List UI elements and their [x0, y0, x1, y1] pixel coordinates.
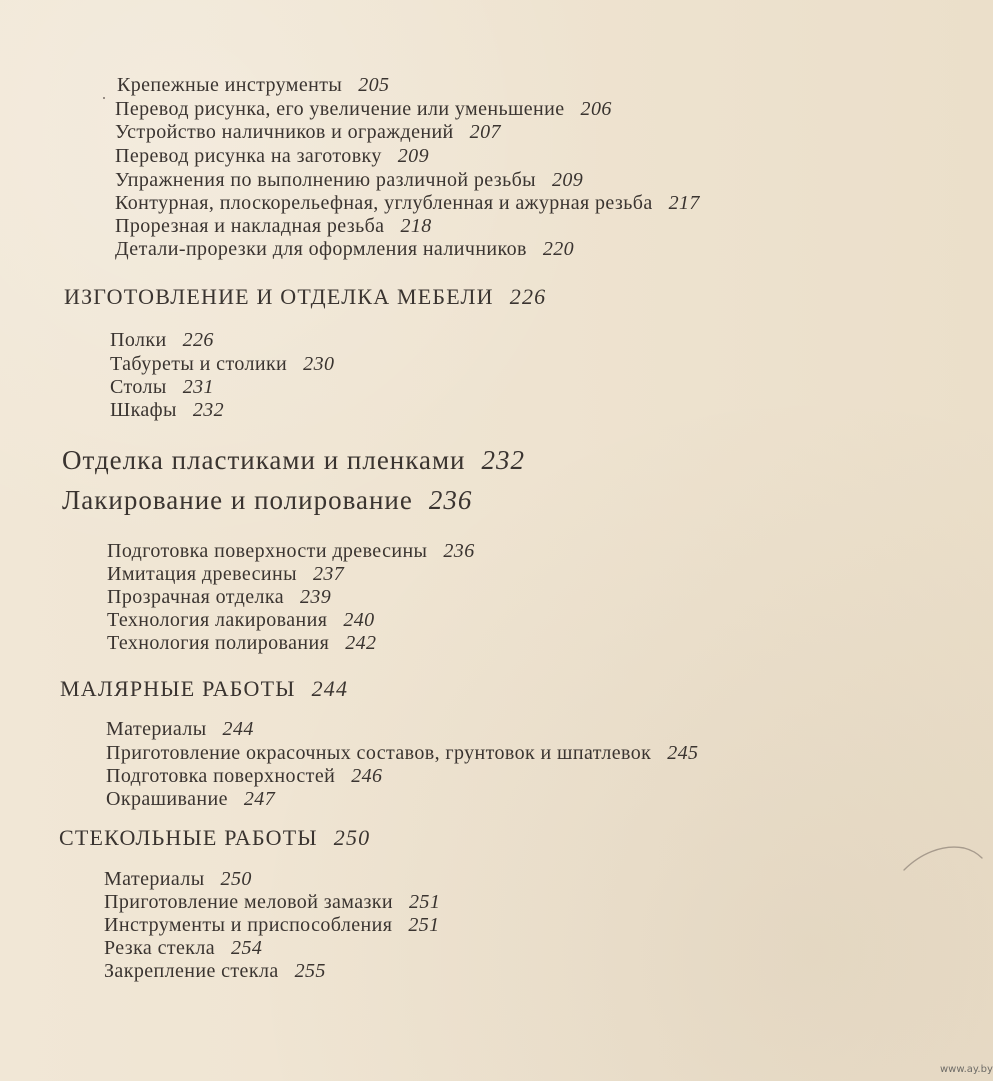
toc-entry: Полки 226: [110, 329, 214, 351]
toc-entry: Прозрачная отделка 239: [107, 586, 332, 608]
toc-entry: Подготовка поверхностей 246: [106, 765, 383, 787]
print-speck: [103, 97, 105, 99]
toc-entry: Шкафы 232: [110, 399, 225, 421]
toc-entry: Табуреты и столики 230: [110, 353, 335, 375]
toc-entry: Материалы 244: [106, 718, 254, 740]
toc-entry: Столы 231: [110, 376, 214, 398]
toc-entry: Приготовление окрасочных составов, грунтовок и шпатлевок 245: [106, 742, 699, 764]
toc-entry: Закрепление стекла 255: [104, 960, 326, 982]
toc-entry: Перевод рисунка на заготовку 209: [115, 145, 429, 167]
watermark: www.ay.by: [940, 1064, 993, 1075]
toc-entry: Упражнения по выполнению различной резьбы 209: [115, 169, 584, 191]
toc-entry: Окрашивание 247: [106, 788, 276, 810]
toc-entry: Инструменты и приспособления 251: [104, 914, 440, 936]
toc-section-heading: СТЕКОЛЬНЫЕ РАБОТЫ 250: [59, 825, 371, 850]
toc-entry: Устройство наличников и ограждений 207: [115, 121, 501, 143]
toc-entry: Технология полирования 242: [107, 632, 377, 654]
toc-entry: Подготовка поверхности древесины 236: [107, 540, 475, 562]
toc-entry: Материалы 250: [104, 868, 252, 890]
toc-entry: Перевод рисунка, его увеличение или уменьшение 206: [115, 98, 612, 120]
toc-section-heading: ИЗГОТОВЛЕНИЕ И ОТДЕЛКА МЕБЕЛИ 226: [64, 284, 547, 309]
toc-entry: Прорезная и накладная резьба 218: [115, 215, 432, 237]
toc-entry: Крепежные инструменты 205: [117, 74, 390, 96]
toc-section-heading: МАЛЯРНЫЕ РАБОТЫ 244: [60, 676, 349, 701]
pencil-mark: [900, 836, 986, 880]
toc-section-heading: Отделка пластиками и пленками 232: [62, 445, 525, 475]
toc-entry: Контурная, плоскорельефная, углубленная и ажурная резьба 217: [115, 192, 700, 214]
toc-entry: Резка стекла 254: [104, 937, 263, 959]
toc-section-heading: Лакирование и полирование 236: [62, 485, 473, 515]
toc-entry: Имитация древесины 237: [107, 563, 345, 585]
toc-entry: Приготовление меловой замазки 251: [104, 891, 441, 913]
toc-entry: Детали-прорезки для оформления наличников 220: [115, 238, 575, 260]
toc-entry: Технология лакирования 240: [107, 609, 375, 631]
